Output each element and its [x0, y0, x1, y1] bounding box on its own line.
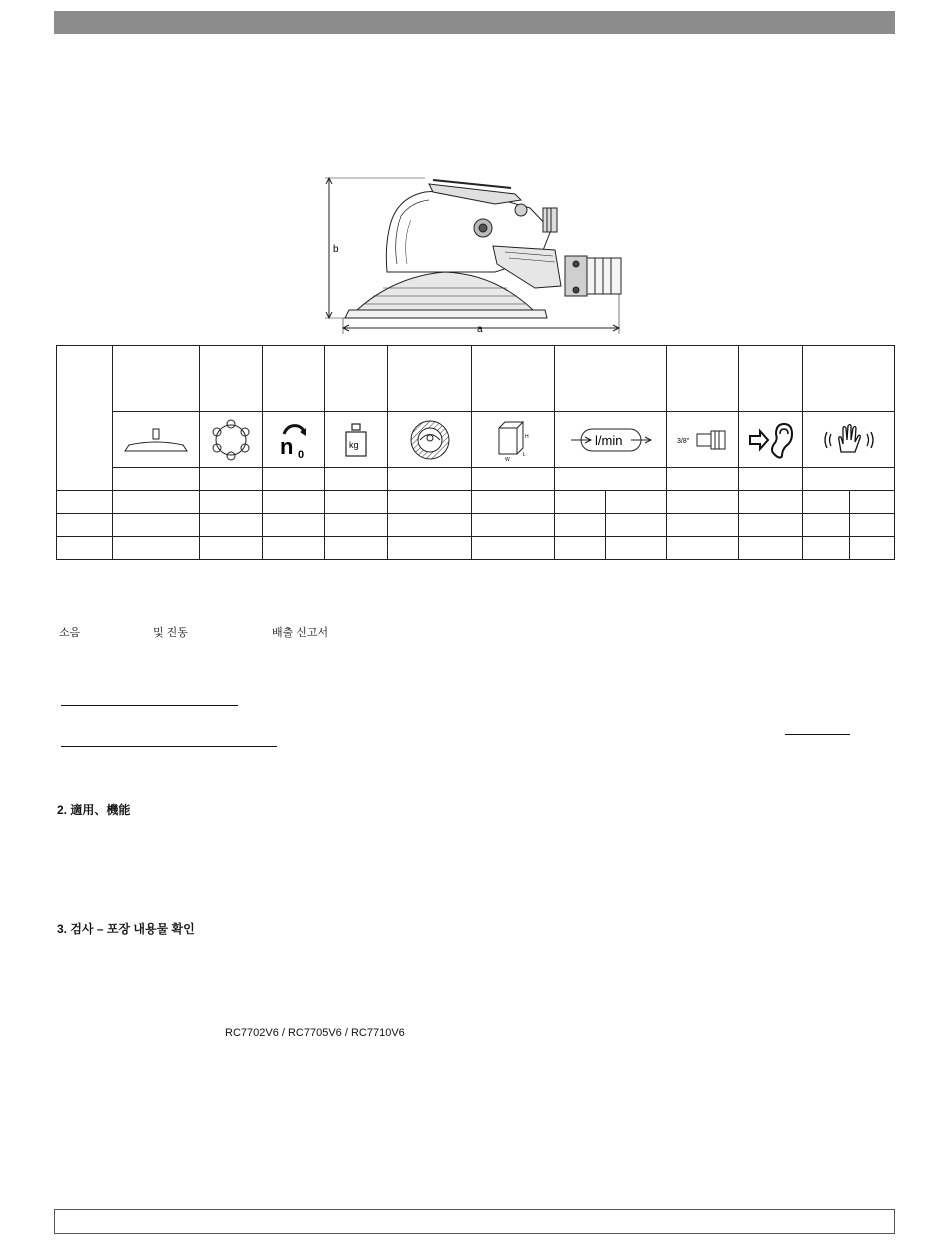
svg-text:H: H: [525, 433, 529, 440]
air-consumption-icon: [555, 412, 667, 468]
svg-text:0: 0: [297, 448, 304, 460]
svg-text:3/8": 3/8": [676, 437, 689, 445]
air-inlet-icon: [667, 412, 739, 468]
backing-pad-icon: [113, 412, 200, 468]
noise-ear-icon: [739, 412, 803, 468]
svg-text:l/min: l/min: [594, 432, 622, 448]
declaration-part3: 배출 신고서: [272, 627, 329, 639]
dimensions-box-icon: [472, 412, 555, 468]
dim-b-label: b: [333, 244, 339, 255]
vibration-hand-icon: [803, 412, 895, 468]
orbit-diameter-icon: [388, 412, 472, 468]
table-row: [57, 491, 895, 514]
header-bar: [54, 11, 895, 34]
svg-text:n: n: [279, 433, 293, 459]
svg-text:L: L: [523, 451, 526, 458]
table-row: [57, 514, 895, 537]
spec-table: [56, 345, 895, 560]
signature-line-2: [61, 746, 277, 747]
spec-unit-row: [57, 468, 895, 491]
svg-text:W: W: [505, 456, 510, 462]
spec-header-row: [57, 346, 895, 412]
weight-icon: [325, 412, 388, 468]
model-list: RC7702V6 / RC7705V6 / RC7710V6: [225, 1027, 405, 1039]
free-speed-icon: [263, 412, 325, 468]
signature-line-3: [785, 734, 850, 735]
model-header-cell: [57, 346, 113, 491]
table-row: [57, 537, 895, 560]
sander-drawing-svg: [325, 168, 635, 340]
signature-line-1: [61, 705, 238, 706]
section-3-heading: 3. 검사 – 포장 내용물 확인: [57, 922, 195, 936]
spec-icon-row: [57, 412, 895, 468]
orbit-icon: [200, 412, 263, 468]
declaration-part1: 소음: [59, 627, 81, 639]
sander-drawing: [325, 168, 635, 340]
footer-box: [54, 1209, 895, 1234]
declaration-part2: 및 진동: [153, 627, 188, 639]
dim-a-label: a: [477, 324, 483, 335]
section-2-heading: 2. 適用、機能: [57, 803, 131, 817]
svg-text:kg: kg: [349, 439, 359, 450]
